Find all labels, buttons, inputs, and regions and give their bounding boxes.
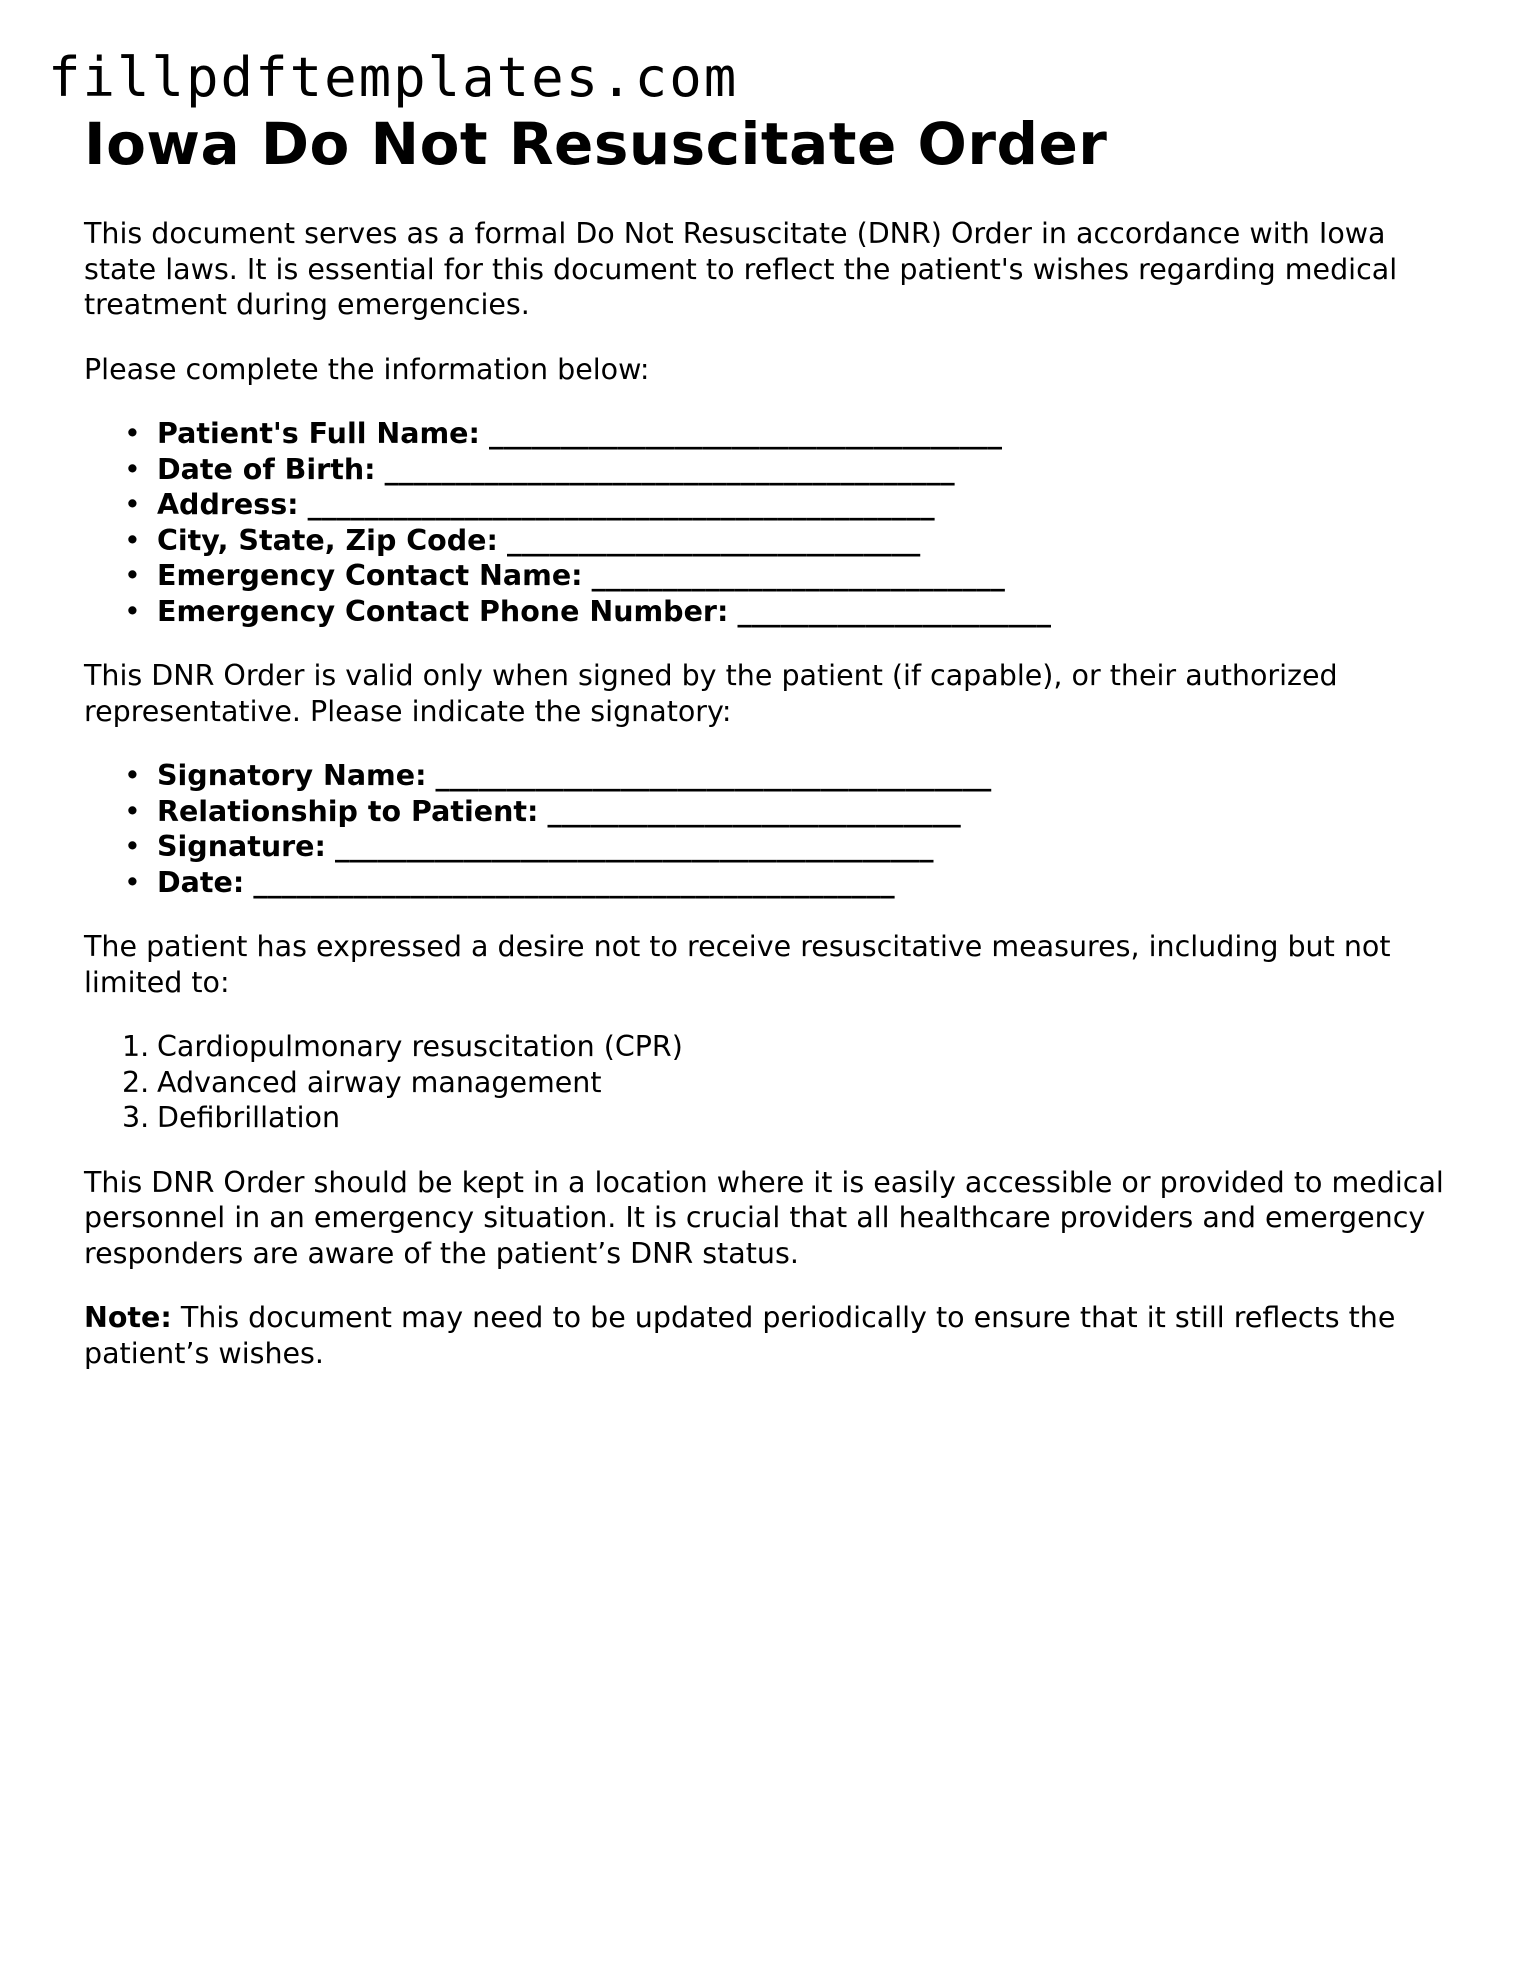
instructions-prompt: Please complete the information below: (84, 352, 650, 386)
storage-paragraph: This DNR Order should be kept in a location where it is easily accessible or provided to medical personnel in an emergency situation. It is crucial that all healthcare providers and emergency responders are aware of the patient’s DNR status. (84, 1165, 1444, 1270)
validity-paragraph: This DNR Order is valid only when signed by the patient (if capable), or their authorized representative. Please indicate the signatory: (84, 659, 1338, 728)
blank-line[interactable]: ____________________________________________ (307, 488, 935, 521)
field-label: Address: (157, 488, 299, 521)
bullet-icon: • (124, 830, 141, 863)
measure-text: Advanced airway management (157, 1065, 602, 1099)
list-number: 1. (122, 1030, 150, 1063)
patient-info-list (84, 416, 1444, 629)
blank-line[interactable]: ____________________________________ (488, 417, 1002, 450)
field-date (84, 865, 1444, 901)
bullet-icon: • (124, 794, 141, 828)
signatory-list (84, 758, 1444, 900)
field-signatory-name (84, 758, 1444, 794)
document-title: Iowa Do Not Resuscitate Order (84, 110, 1108, 178)
watermark-text: fillpdftemplates.com (48, 46, 739, 109)
bullet-icon: • (124, 452, 141, 486)
measure-text: Defibrillation (157, 1101, 341, 1134)
field-city-state-zip (84, 523, 1444, 559)
field-label: Patient's Full Name: (157, 417, 480, 450)
field-label: Date of Birth: (157, 452, 376, 486)
field-emergency-contact-name (84, 558, 1444, 594)
desire-paragraph: The patient has expressed a desire not to receive resuscitative measures, including but not limited to: (84, 930, 1391, 999)
field-address (84, 487, 1444, 523)
list-number: 2. (122, 1065, 150, 1099)
blank-line[interactable]: _____________________________________________ (253, 865, 895, 899)
field-emergency-contact-phone (84, 594, 1444, 630)
note-label: Note: (84, 1301, 172, 1334)
blank-line[interactable]: ________________________________________ (384, 452, 955, 486)
bullet-icon: • (124, 865, 141, 899)
measures-list (84, 1029, 1444, 1136)
intro-paragraph: This document serves as a formal Do Not Resuscitate (DNR) Order in accordance with Iowa state laws. It is essential for this document to reflect the patient's wishes regarding medical treatment during emergencies. (84, 217, 1398, 321)
blank-line[interactable]: __________________________________________ (334, 830, 934, 863)
bullet-icon: • (124, 594, 141, 628)
blank-line[interactable]: _____________________________ (591, 559, 1005, 592)
bullet-icon: • (124, 417, 141, 450)
bullet-icon: • (124, 523, 141, 557)
blank-line[interactable]: _____________________________ (506, 523, 921, 557)
bullet-icon: • (124, 488, 141, 521)
field-relationship-to-patient (84, 794, 1444, 830)
measure-item (84, 1065, 1444, 1101)
bullet-icon: • (124, 759, 141, 792)
list-number: 3. (122, 1101, 150, 1134)
measure-item (84, 1100, 1444, 1136)
field-label: Emergency Contact Name: (157, 559, 583, 592)
blank-line[interactable]: _____________________________ (547, 794, 961, 828)
field-label: Relationship to Patient: (157, 794, 539, 828)
field-label: Date: (157, 865, 245, 899)
field-label: Emergency Contact Phone Number: (157, 594, 729, 628)
field-label: City, State, Zip Code: (157, 523, 498, 557)
document-page (84, 108, 1444, 1371)
blank-line[interactable]: ______________________ (737, 594, 1051, 628)
field-signature (84, 829, 1444, 865)
blank-line[interactable]: _______________________________________ (435, 759, 992, 792)
measure-item (84, 1029, 1444, 1065)
field-label: Signature: (157, 830, 326, 863)
note-text: This document may need to be updated periodically to ensure that it still reflects the patient’s wishes. (84, 1301, 1396, 1370)
note-paragraph (84, 1300, 1444, 1371)
bullet-icon: • (124, 559, 141, 592)
measure-text: Cardiopulmonary resuscitation (CPR) (157, 1030, 683, 1063)
field-date-of-birth (84, 452, 1444, 488)
field-label: Signatory Name: (157, 759, 427, 792)
field-patient-full-name (84, 416, 1444, 452)
